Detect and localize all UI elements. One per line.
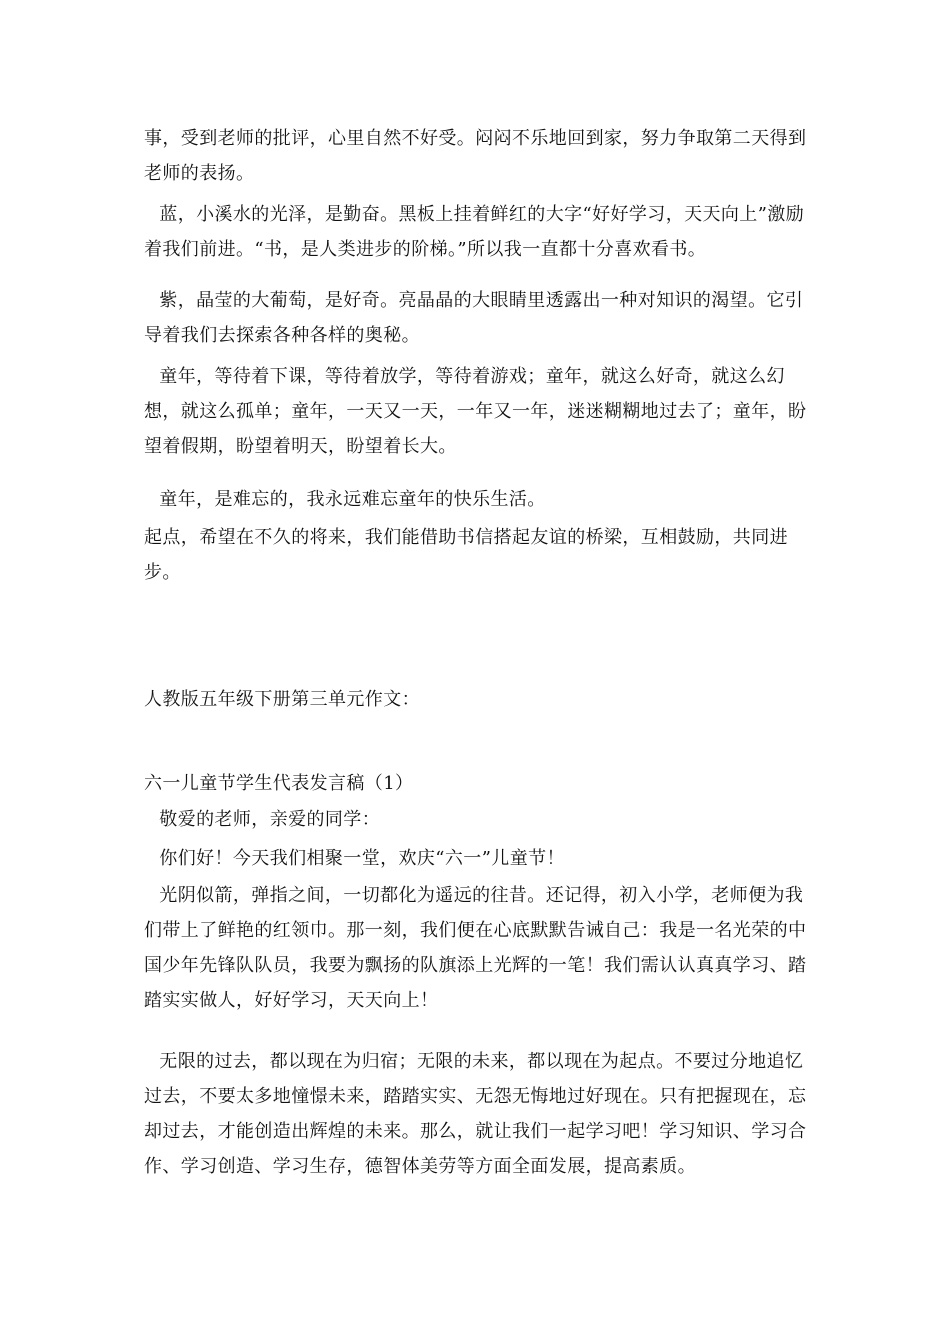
paragraph-continuation: 事，受到老师的批评，心里自然不好受。闷闷不乐地回到家，努力争取第二天得到老师的表扬。	[144, 128, 807, 184]
paragraph-unforgettable: 童年，是难忘的，我永远难忘童年的快乐生活。	[159, 489, 546, 510]
paragraph-purple: 紫，晶莹的大葡萄，是好奇。亮晶晶的大眼睛里透露出一种对知识的渴望。它引导着我们去探索各种各样的奥秘。	[144, 290, 804, 346]
paragraph-childhood: 童年，等待着下课，等待着放学，等待着游戏；童年，就这么好奇，就这么幻想，就这么孤单；童年，一天又一天，一年又一年，迷迷糊糊地过去了；童年，盼望着假期，盼望着明天，盼望着长大。	[144, 366, 807, 457]
speech-paragraph-present: 无限的过去，都以现在为归宿；无限的未来，都以现在为起点。不要过分地追忆过去，不要太多地憧憬未来，踏踏实实、无怨无悔地过好现在。只有把握现在，忘却过去，才能创造出辉煌的未来。那么，就让我们一起学习吧！学习知识、学习合作、学习创造、学习生存，德智体美劳等方面全面发展，提高素质。	[144, 1051, 807, 1177]
paragraph-blue: 蓝，小溪水的光泽，是勤奋。黑板上挂着鲜红的大字“好好学习，天天向上”激励着我们前进。“书，是人类进步的阶梯。”所以我一直都十分喜欢看书。	[144, 204, 805, 260]
paragraph-starting-point: 起点，希望在不久的将来，我们能借助书信搭起友谊的桥梁，互相鼓励，共同进步。	[144, 527, 788, 583]
section-heading: 人教版五年级下册第三单元作文：	[144, 689, 420, 710]
speech-paragraph-time: 光阴似箭，弹指之间，一切都化为遥远的往昔。还记得，初入小学，老师便为我们带上了鲜艳的红领巾。那一刻，我们便在心底默默告诫自己：我是一名光荣的中国少年先锋队队员，我要为飘扬的队旗添上光辉的一笔！我们需认认真真学习、踏踏实实做人，好好学习，天天向上！	[144, 885, 807, 1011]
speech-greeting: 你们好！今天我们相聚一堂，欢庆“六一”儿童节！	[159, 848, 565, 869]
speech-title: 六一儿童节学生代表发言稿（1）	[144, 773, 414, 794]
speech-salutation: 敬爱的老师，亲爱的同学：	[159, 809, 381, 830]
